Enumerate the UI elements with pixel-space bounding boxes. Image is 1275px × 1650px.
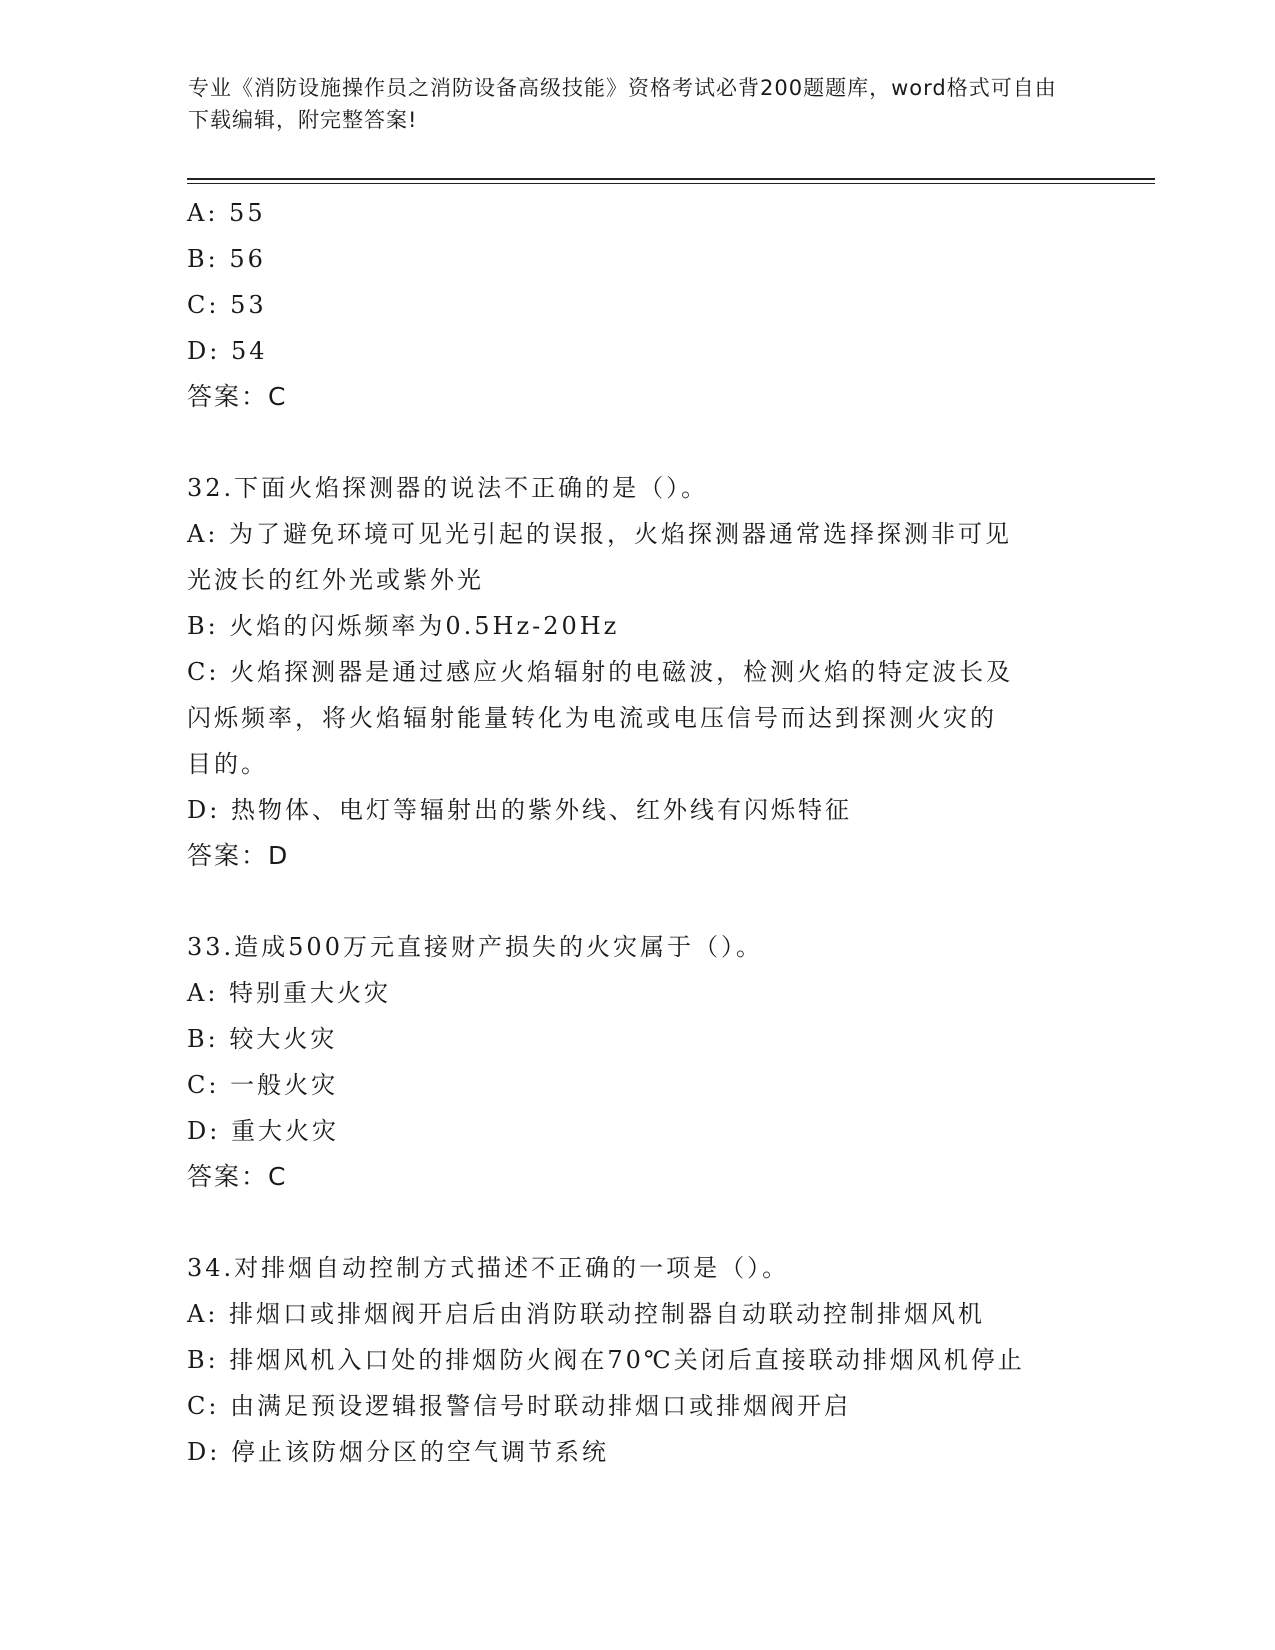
question-34-block [187,1245,1087,1475]
question-33-block [187,924,1087,1200]
question-stem: 33.造成500万元直接财产损失的火灾属于（）。 [187,933,763,961]
answer-line: 答案：C [187,1162,288,1191]
header-title: 专业《消防设施操作员之消防设备高级技能》资格考试必背200题题库，word格式可自由下载编辑，附完整答案! [188,76,1057,132]
option-c: C: 火焰探测器是通过感应火焰辐射的电磁波，检测火焰的特定波长及 [187,658,1014,686]
answer-line: 答案：D [187,841,290,870]
question-32-block [187,465,1087,879]
option-b: B: 56 [187,245,266,273]
option-b: B: 排烟风机入口处的排烟防火阀在70℃关闭后直接联动排烟风机停止 [187,1346,1025,1374]
header-rule-thin [187,183,1155,184]
option-c: C: 由满足预设逻辑报警信号时联动排烟口或排烟阀开启 [187,1392,852,1420]
option-a: A: 特别重大火灾 [187,979,392,1007]
option-c-continued: 闪烁频率，将火焰辐射能量转化为电流或电压信号而达到探测火灾的 [187,704,997,732]
option-b: B: 较大火灾 [187,1025,338,1053]
question-gap [187,879,1087,924]
option-d: D: 停止该防烟分区的空气调节系统 [187,1438,609,1466]
option-a: A: 排烟口或排烟阀开启后由消防联动控制器自动联动控制排烟风机 [187,1300,986,1328]
prev-question-block [187,190,1087,420]
option-c: C: 53 [187,291,267,319]
option-d: D: 热物体、电灯等辐射出的紫外线、红外线有闪烁特征 [187,796,852,824]
option-d: D: 54 [187,337,268,365]
option-b: B: 火焰的闪烁频率为0.5Hz-20Hz [187,612,620,640]
question-gap [187,1200,1087,1245]
option-a-continued: 光波长的红外光或紫外光 [187,566,484,594]
question-stem: 32.下面火焰探测器的说法不正确的是（）。 [187,474,709,502]
document-header [188,72,1068,136]
option-c-continued-2: 目的。 [187,750,268,778]
option-a: A: 55 [187,199,266,227]
option-a: A: 为了避免环境可见光引起的误报，火焰探测器通常选择探测非可见 [187,520,1013,548]
question-stem: 34.对排烟自动控制方式描述不正确的一项是（）。 [187,1254,790,1282]
option-d: D: 重大火灾 [187,1117,339,1145]
answer-line: 答案：C [187,382,288,411]
header-rule-thick [187,178,1155,180]
option-c: C: 一般火灾 [187,1071,339,1099]
question-content [187,190,1087,1475]
question-gap [187,420,1087,465]
